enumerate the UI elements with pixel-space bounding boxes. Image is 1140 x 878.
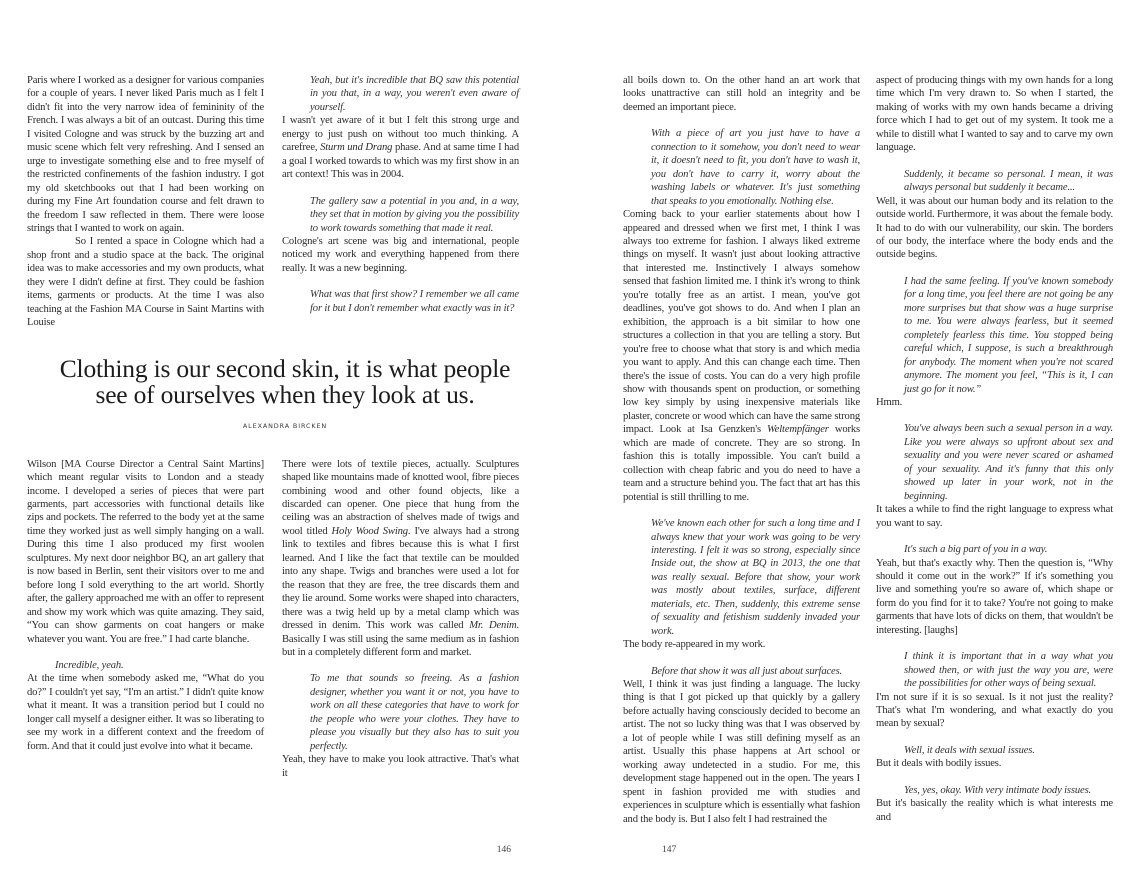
answer-paragraph: Coming back to your earlier statements about how I appeared and dressed when we first met, I think I was always too extreme for fashion. I always liked extreme things on myself. It wasn't just about looking attractive that interested me. Instinctively I always somehow sensed that fashion limited me. I think it's wrong to think you're totally free as an artist. I mean, you've got deadlines, you've got shows to do. And when I plan an exhibition, the approach is a bit similar to how one structures a collection in that you are telling a story. But you're free to choose what that story is and which media you want to apply. And this can change each time. Then there's the issue of costs. You can do a very high profile show with thousands spent on production, or something low key simply by using inexpensive materials like plaster, concrete or wood which can have the same strong impact. Look at Isa Genzken's Weltempfänger works which are made of concrete. They are so strong. In fashion this is totally impossible. You can't build a collection with cheap fabric and you do need to have a team and a structure behind you. The fact that art has this potential is still thrilling to me. xyxy=(623,209,860,503)
text-column xyxy=(623,74,860,826)
answer-paragraph: Paris where I worked as a designer for various companies for a couple of years. I never liked Paris much as I felt I didn't fit into the very narrow idea of femininity of the French. I was always a bit of an outcast. During this time I visited Cologne and was struck by the buzzing art and music scene which felt very refreshing. And I sensed an urge to investigate something else and to free myself of the restricted confinements of the fashion industry. I got my old sketchbooks out that I had been working on during my Fine Art foundation course and felt drawn to the freedom I saw reflected in them. There were loose strings that I wanted to work on again. xyxy=(27,75,264,234)
interview-question: The gallery saw a potential in you and, in a way, they set that in motion by giving you the possibility to work towards something that made it real. xyxy=(310,195,519,234)
artwork-title: Sturm und Drang xyxy=(320,142,393,154)
artwork-title: Holy Wood Swing xyxy=(331,525,408,537)
interview-question: We've known each other for such a long time and I always knew that your work was going to be very interesting. I felt it was so strong, especially since Inside out, the show at BQ in 2013, the one that was really sexual. Before that show, your work was mostly about textiles, surface, different materials, etc. Then, suddenly, this extreme sense of sexuality and fetishism suddenly invaded your work. xyxy=(651,518,860,637)
answer-paragraph: Well, it was about our human body and its relation to the outside world. Furthermore, it was about the female body. It had to do with our vulnerability, our skin. The borders of our body, the interface where the body ends and the outside begins. xyxy=(876,195,1114,261)
answer-paragraph: At the time when somebody asked me, “What do you do?” I couldn't yet say, “I'm an artist.” I didn't quite know what it meant. It was a transition period but I could no longer call myself a designer either. It was so liberating to see my work in a different context and the freedom of form. And that it could just evolve into what it became. xyxy=(27,673,264,752)
pull-quote-author: ALEXANDRA BIRCKEN xyxy=(242,421,328,430)
text-column xyxy=(282,74,519,315)
interview-question: You've always been such a sexual person in a way. Like you were always so upfront about sex and sexuality and you were never scared or ashamed of your sexuality. And it's funny that this only showed up later in your work, not in the beginning. xyxy=(904,423,1113,502)
answer-paragraph: Hmm. xyxy=(876,396,903,408)
answer-paragraph: I'm not sure if it is so sexual. Is it not just the reality? That's what I'm wondering, and what exactly do you mean by sexual? xyxy=(876,691,1113,730)
interview-question: Well, it deals with sexual issues. xyxy=(904,744,1035,756)
pull-quote-line: see of ourselves when they look at us. xyxy=(95,379,475,409)
interview-question: It's such a big part of you in a way. xyxy=(904,544,1048,556)
text-column xyxy=(876,74,1113,824)
text-column xyxy=(282,458,519,780)
answer-paragraph: Yeah, but that's exactly why. Then the question is, “Why should it come out in the work?” If it's something you live and something you're so aware of, which shape or form do you find for it to take? You're not going to make garments that have lots of dicks on them, that wouldn't be interesting. [laughs] xyxy=(876,557,1113,636)
interview-question: Suddenly, it became so personal. I mean, it was always personal but suddenly it became... xyxy=(904,168,1113,194)
answer-paragraph: Yeah, they have to make you look attractive. That's what it xyxy=(282,754,519,779)
answer-paragraph: So I rented a space in Cologne which had a shop front and a studio space at the back. The original idea was to make accessories and my own products, what they were I didn't define at first. They could be fashion items, garments or products. At the time I was also teaching at the Fashion MA Course in Saint Martins with Louise xyxy=(27,236,264,329)
answer-paragraph: It takes a while to find the right language to express what you want to say. xyxy=(876,504,1113,529)
lower-text-row xyxy=(27,458,519,780)
page-number: 147 xyxy=(662,845,677,856)
answer-paragraph: aspect of producing things with my own hands for a long time which I'm very drawn to. So when I started, the making of works with my own hands became a driving force which I had to get out of my system. It took me a while to distill what I wanted to say and to carve my own language. xyxy=(876,75,1113,154)
interview-question: To me that sounds so freeing. As a fashion designer, whether you want it or not, you have to work on all these categories that have to work for the people who were your clothes. They have to please you visually but they also has to suit you perfectly. xyxy=(310,673,519,752)
interview-question: I had the same feeling. If you've known somebody for a long time, you feel there are not going be any more surprises but that show was a huge surprise to me. You were always fearless, but it seemed completely fearless this time. You stopped being careful which, I suppose, is such a breakthrough for anybody. The moment when you're not scared anymore. The moment you feel, “This is it, I can just go for it now.” xyxy=(904,275,1113,395)
answer-paragraph: Well, I think it was just finding a language. The lucky thing is that I got picked up that quickly by a gallery before actually having consciously decided to become an artist. The not so lucky thing was that I was observed by a lot of people while I was still defining myself as an artist. Usually this phase happens at Art school or working away undetected in a studio. For me, this development stage happened out in the open. The years I spent in fashion provided me with studies and experiences in sculpture which is essentially what fashion and the body is. But I also felt I had restrained the xyxy=(623,679,860,825)
upper-text-row xyxy=(27,74,519,330)
interview-question: Yeah, but it's incredible that BQ saw this potential in you that, in a way, you weren't even aware of yourself. xyxy=(310,75,519,113)
interview-question: What was that first show? I remember we all came for it but I don't remember what exactly was in it? xyxy=(310,289,519,314)
pull-quote xyxy=(0,353,570,458)
answer-paragraph: I wasn't yet aware of it but I felt this strong urge and energy to just push on without too much thinking. A carefree, Sturm und Drang phase. And at same time I had a goal I worked towards to which was my first show in an art context! This was in 2004. xyxy=(282,115,519,181)
interview-question: I think it is important that in a way what you showed then, or with just the way you are, were the possibilities for other ways of being sexual. xyxy=(904,651,1113,690)
answer-paragraph: But it deals with bodily issues. xyxy=(876,758,1002,770)
answer-paragraph: But it's basically the reality which is what interests me and xyxy=(876,798,1113,823)
interview-question: Before that show it was all just about surfaces. xyxy=(651,665,843,677)
text-row xyxy=(623,74,1113,826)
right-page xyxy=(570,0,1140,878)
answer-paragraph: all boils down to. On the other hand an art work that looks unattractive can still hold an integrity and be deemed an important piece. xyxy=(623,75,860,113)
interview-question: With a piece of art you just have to have a connection to it somehow, you don't need to wear it, it doesn't need to fit, you don't have to wash it, you don't have to carry it, worry about the washing labels or whatever. It's just something that speaks to you emotionally. Nothing else. xyxy=(651,128,860,207)
answer-paragraph: The body re-appeared in my work. xyxy=(623,639,766,651)
page-number: 146 xyxy=(496,845,511,856)
answer-paragraph: There were lots of textile pieces, actually. Sculptures shaped like mountains made of knotted wool, fibre pieces combining wood and other found objects, like a discarded can opener. One piece that hung from the ceiling was an abstraction of shelves made of twigs and wool titled Holy Wood Swing. I've always had a strong link to textiles and fibres because this is what I first learned. And I like the fact that textile can be moulded into any shape. Twigs and branches were used a lot for the reason that they are free, the tree discards them and they lie around. Some works were shaped into characters, there was a twig held up by a metal clamp which was dressed in denim. This work was called Mr. Denim. Basically I was still using the same medium as in fashion but in a completely different form and market. xyxy=(282,458,519,658)
answer-paragraph: Cologne's art scene was big and international, people noticed my work and everything happened from there really. It was a new beginning. xyxy=(282,235,519,274)
pull-quote-line: Clothing is our second skin, it is what people xyxy=(59,353,511,383)
interview-question: Yes, yes, okay. With very intimate body issues. xyxy=(904,784,1092,796)
pull-quote-text xyxy=(0,353,570,409)
answer-paragraph: Wilson [MA Course Director a Central Saint Martins] which meant regular visits to London and a steady income. I developed a series of pieces that were part garments, part accessories with functional details like zips and pockets. The referred to the body yet at the same time they worked just as well simply hanging on a wall. During this time I also produced my first woolen sculptures. My next door neighbor BQ, an art gallery that is now based in Berlin, sent their visitors over to me and before long I sold everything to the art world. Shortly after, the gallery approached me with an offer to represent and show my work which was quite amazing. They said, “You can show garments on coat hangers or make whatever you want. You are free.” I had carte blanche. xyxy=(27,458,265,645)
artwork-title: Mr. Denim xyxy=(469,620,517,632)
artwork-title: Weltempfänger xyxy=(766,424,829,436)
text-column xyxy=(27,458,264,754)
text-column xyxy=(27,74,264,330)
interview-question: Incredible, yeah. xyxy=(55,659,124,671)
page-spacer xyxy=(27,780,519,826)
